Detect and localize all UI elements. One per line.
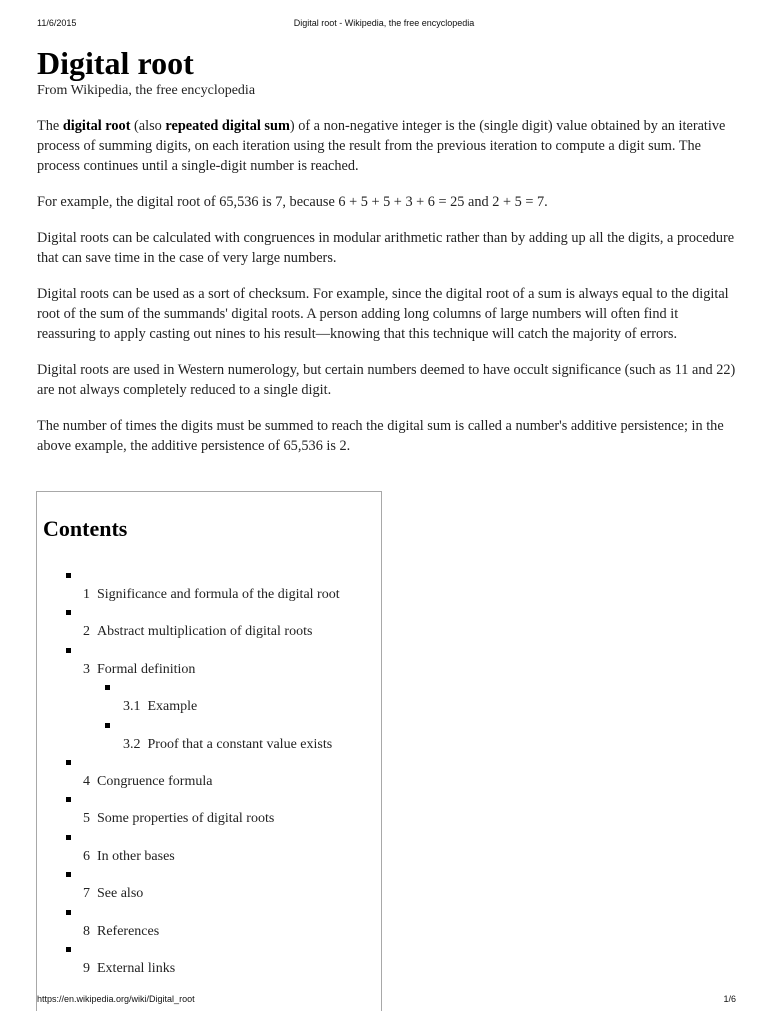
toc-item[interactable] (37, 685, 381, 722)
term-digital-root: digital root (62, 118, 131, 134)
print-page-title: Digital root - Wikipedia, the free encyclopedia (293, 18, 475, 28)
toc-number: 6 (83, 848, 90, 864)
toc-number: 4 (83, 774, 90, 789)
toc-link[interactable] (83, 774, 212, 790)
site-subtitle: From Wikipedia, the free encyclopedia (37, 83, 256, 98)
print-page-number: 1/6 (723, 994, 736, 1004)
toc-label: Abstract multiplication of digital roots (97, 624, 313, 640)
paragraph-checksum: Digital roots can be used as a sort of checksum. For example, since the digital root of a sum is always equal to the digital root of the sum of the summands' digital roots. A person adding long columns of large numbers will often find it reassuring to apply casting out nines to his result—knowing that this technique will catch the majority of errors. (37, 286, 729, 342)
toc-label: External links (97, 961, 176, 976)
intro-paragraph (37, 116, 737, 176)
toc-link[interactable] (123, 737, 332, 753)
intro-text-2: (also (130, 118, 166, 134)
toc-link[interactable] (83, 924, 159, 940)
intro-text-3: ) of a non-negative integer is the (single digit) value obtained by an iterative process of summing digits, on each iteration using the result from the previous iteration to compute a digit sum. The process continues until a single-digit number is reached. (37, 118, 726, 174)
toc-label: Proof that a constant value exists (147, 736, 333, 752)
toc-item[interactable] (37, 760, 381, 797)
toc-item[interactable] (37, 835, 381, 872)
bullet-icon (66, 573, 71, 578)
toc-label: Formal definition (97, 661, 196, 677)
bullet-icon (105, 723, 110, 728)
bullet-icon (66, 872, 71, 877)
bullet-icon (66, 835, 71, 840)
term-repeated-digital-sum: repeated digital sum (165, 118, 290, 134)
toc-label: In other bases (97, 848, 175, 864)
bullet-icon (66, 648, 71, 653)
toc-label: References (97, 923, 160, 939)
bullet-icon (66, 610, 71, 615)
toc-item[interactable] (37, 648, 381, 685)
toc-item[interactable] (37, 947, 381, 984)
toc-number: 3 (83, 661, 90, 677)
toc-number: 2 (83, 624, 90, 640)
toc-link[interactable] (83, 624, 312, 640)
toc-link[interactable] (83, 662, 195, 678)
toc-number: 3.1 (123, 699, 141, 715)
toc-label: See also (97, 886, 144, 902)
toc-item[interactable] (37, 723, 381, 760)
toc-link[interactable] (83, 849, 175, 865)
toc-label: Congruence formula (97, 774, 213, 789)
paragraph-congruences: Digital roots can be calculated with congruences in modular arithmetic rather than by adding up all the digits, a procedure that can save time in the case of very large numbers. (37, 230, 735, 266)
toc-label: Example (147, 699, 198, 715)
bullet-icon (66, 910, 71, 915)
toc-link[interactable] (83, 886, 143, 902)
paragraph-numerology: Digital roots are used in Western numerology, but certain numbers deemed to have occult significance (such as 11 and 22) are not always completely reduced to a single digit. (37, 362, 736, 398)
toc-item[interactable] (37, 910, 381, 947)
bullet-icon (66, 797, 71, 802)
bullet-icon (66, 760, 71, 765)
toc-number: 1 (83, 587, 90, 602)
toc-title: Contents (43, 516, 128, 541)
print-date: 11/6/2015 (37, 18, 77, 28)
toc-item[interactable] (37, 573, 381, 610)
toc-number: 7 (83, 886, 90, 902)
bullet-icon (105, 685, 110, 690)
paragraph-example: For example, the digital root of 65,536 is 7, because 6 + 5 + 5 + 3 + 6 = 25 and 2 + 5 = 7. (37, 194, 548, 210)
article-content (37, 44, 737, 472)
page-title: Digital root (37, 45, 194, 81)
toc-link[interactable] (83, 961, 175, 977)
toc-link[interactable] (83, 587, 340, 603)
toc-item[interactable] (37, 610, 381, 647)
print-url: https://en.wikipedia.org/wiki/Digital_root (37, 994, 195, 1004)
toc-label: Significance and formula of the digital root (97, 587, 340, 602)
intro-text-1: The (37, 118, 63, 134)
paragraph-persistence: The number of times the digits must be summed to reach the digital sum is called a number's additive persistence; in the above example, the additive persistence of 65,536 is 2. (37, 418, 724, 454)
table-of-contents (36, 491, 382, 1011)
toc-number: 3.2 (123, 736, 141, 752)
toc-item[interactable] (37, 872, 381, 909)
toc-item[interactable] (37, 797, 381, 834)
toc-link[interactable] (123, 699, 197, 715)
toc-label: Some properties of digital roots (97, 811, 275, 827)
toc-link[interactable] (83, 811, 274, 827)
toc-number: 5 (83, 811, 90, 827)
toc-number: 9 (83, 961, 90, 976)
bullet-icon (66, 947, 71, 952)
toc-number: 8 (83, 923, 90, 939)
